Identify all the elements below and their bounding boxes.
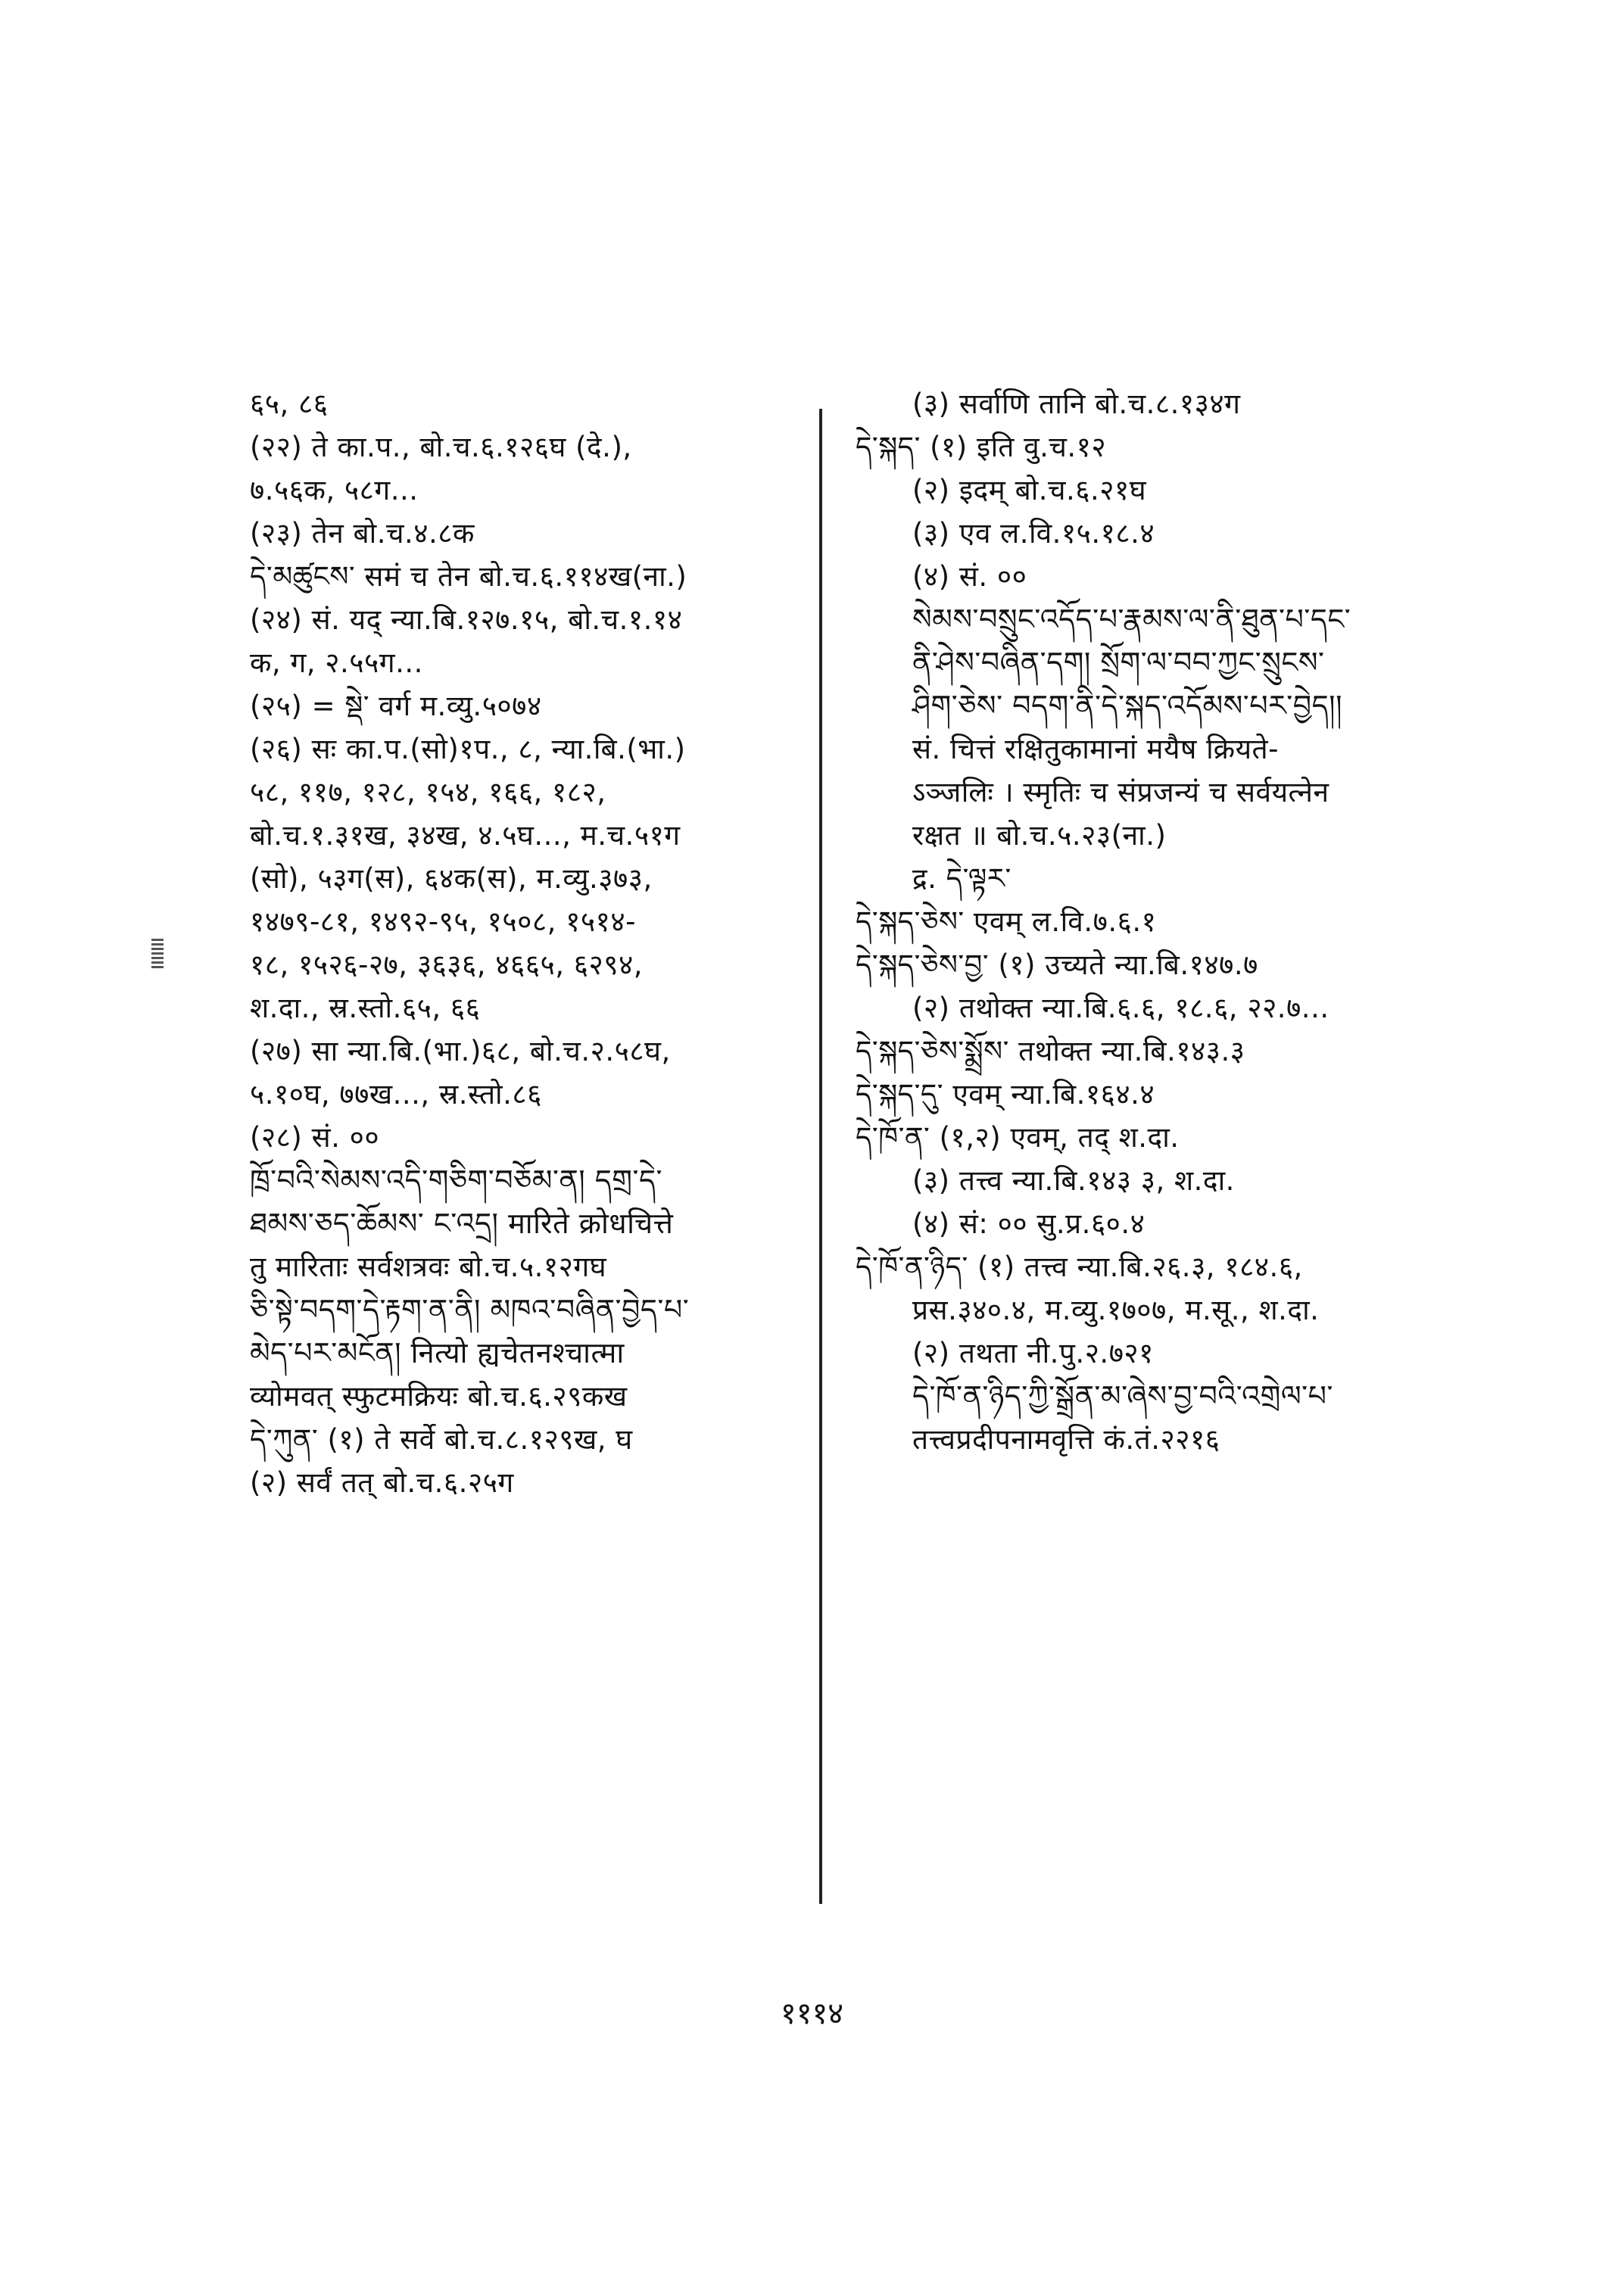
tibetan-quotation-line: དེ་ཁོ་ན་ཉིད་ཀྱི་སྒྲོན་མ་ཞེས་བྱ་བའི་འགྲེལ་པ་: [912, 1379, 1333, 1413]
left-column: [250, 382, 803, 1504]
entry-continuation-line: ७.५६क, ५८ग...: [250, 474, 419, 506]
entry-sense-line: (२) इदम् बो.च.६.२१घ: [912, 474, 1147, 506]
tibetan-quotation-line: ཐམས་ཅད་ཆོམས་ ང་འདྲ། मारिते क्रोधचित्ते: [250, 1207, 674, 1240]
entry-sense-line: (४) सं: ०० सु.प्र.६०.४: [912, 1207, 1146, 1240]
column-divider: [819, 409, 822, 1904]
page-number: १११४: [780, 1996, 844, 2031]
entry-sense-line: द्र. དེ་ལྟར་: [912, 862, 1011, 895]
entry-continuation-line: तत्त्वप्रदीपनामवृत्ति कं.तं.२२१६: [912, 1423, 1220, 1456]
entry-sense-line: (२२) ते का.प., बो.च.६.१२६घ (दे.),: [250, 431, 632, 463]
entry-continuation-line: ऽञ्जलिः । स्मृतिः च संप्रजन्यं च सर्वयत्नेन: [912, 776, 1329, 808]
tibetan-quotation-line: ནི་ཤེས་བཞིན་དག། སྲོག་ལ་བབ་ཀྱང་སྲུངས་: [912, 646, 1325, 679]
entry-continuation-line: प्रस.३४०.४, म.व्यु.१७०७, म.सू., श.दा.: [912, 1294, 1320, 1326]
right-column: [856, 382, 1378, 1461]
entry-headword-line: དེ་སྐད་དུ་ एवम् न्या.बि.१६४.४: [856, 1078, 1155, 1111]
entry-continuation-line: रक्षत ॥ बो.च.५.२३(ना.): [912, 819, 1167, 852]
entry-headword-line: དེ་སྐད་ཅེས་བྱ་ (१) उच्यते न्या.बि.१४७.७: [856, 949, 1258, 981]
entry-sense-line: (२३) तेन बो.च.४.८क: [250, 517, 475, 550]
entry-sense-line: (२५) = སྡེ་ वर्ग म.व्यु.५०७४: [250, 690, 542, 722]
tibetan-quotation-line: ཁྲོ་བའི་སེམས་འདི་གཅིག་བཅོམ་ན། དགྲ་དེ་: [250, 1164, 663, 1197]
entry-sense-line: (३) सर्वाणि तानि बो.च.८.१३४ग: [912, 388, 1241, 420]
entry-continuation-line: क, ग, २.५५ग...: [250, 646, 423, 679]
entry-sense-line: (३) एव ल.वि.१५.१८.४: [912, 517, 1155, 550]
entry-sense-line: (४) सं. ००: [912, 560, 1027, 593]
tibetan-quotation-line: མེད་པར་མངོན། नित्यो ह्यचेतनश्चात्मा: [250, 1336, 625, 1369]
entry-sense-line: (२७) सा न्या.बि.(भा.)६८, बो.च.२.५८घ,: [250, 1035, 671, 1067]
entry-continuation-line: तु मारिताः सर्वशत्रवः बो.च.५.१२गघ: [250, 1251, 607, 1283]
tibetan-quotation-line: ཤིག་ཅེས་ བདག་ནི་དེ་སྐད་འདོམས་པར་བྱེད།།: [912, 689, 1343, 722]
entry-continuation-line: १८, १५२६-२७, ३६३६, ४६६५, ६२९४,: [250, 949, 644, 981]
entry-sense-line: (३) तत्त्व न्या.बि.१४३ ३, श.दा.: [912, 1164, 1235, 1197]
entry-headword-line: དེ་མཚུངས་ समं च तेन बो.च.६.११४ख(ना.): [250, 560, 687, 593]
entry-continuation-line: ५८, ११७, १२८, १५४, १६६, १८२,: [250, 776, 606, 808]
entry-sense-line: (२) सर्वं तत् बो.च.६.२५ग: [250, 1466, 514, 1499]
entry-sense-line: (२) तथता नी.पु.२.७२१: [912, 1337, 1154, 1369]
entry-sense-line: (२) तथोक्त न्या.बि.६.६, १८.६, २२.७...: [912, 992, 1329, 1024]
tibetan-quotation-line: ཅི་སྟེ་བདག་དེ་རྟག་ན་ནི། མཁའ་བཞིན་བྱེད་པ་: [250, 1293, 690, 1326]
entry-headword-line: དེ་སྐད་ཅེས་སྨྲོས་ तथोक्त न्या.बि.१४३.३: [856, 1035, 1245, 1067]
entry-continuation-line: श.दा., स्र.स्तो.६५, ६६: [250, 992, 481, 1024]
entry-continuation-line: व्योमवत् स्फुटमक्रियः बो.च.६.२९कख: [250, 1380, 628, 1413]
entry-headword-line: དེ་ཀུན་ (१) ते सर्वे बो.च.८.१२९ख, घ: [250, 1423, 633, 1456]
entry-sense-line: (२६) सः का.प.(सो)१प., ८, न्या.बि.(भा.): [250, 733, 686, 765]
entry-continuation-line: सं. चित्तं रक्षितुकामानां मयैष क्रियते-: [912, 733, 1279, 765]
entry-headword-line: དེ་ཁོ་ན་ (१,२) एवम्, तद् श.दा.: [856, 1121, 1180, 1154]
entry-continuation-line: ५.१०घ, ७७ख..., स्र.स्तो.८६: [250, 1078, 542, 1111]
entry-headword-line: དེ་སྐད་ཅེས་ एवम् ल.वि.७.६.१: [856, 905, 1157, 938]
entry-continuation-line: (सो), ५३ग(स), ६४क(स), म.व्यु.३७३,: [250, 862, 653, 895]
margin-mark: [151, 939, 164, 970]
entry-continuation-line: ६५, ८६: [250, 388, 329, 420]
entry-continuation-line: १४७९-८१, १४९२-९५, १५०८, १५१४-: [250, 905, 636, 938]
entry-headword-line: དེ་སྐད་ (१) इति वु.च.१२: [856, 431, 1107, 463]
entry-sense-line: (२८) सं. ००: [250, 1121, 380, 1154]
entry-sense-line: (२४) सं. यद् न्या.बि.१२७.१५, बो.च.१.१४: [250, 603, 683, 636]
entry-continuation-line: बो.च.१.३१ख, ३४ख, ४.५घ..., म.च.५१ग: [250, 819, 681, 852]
tibetan-quotation-line: སེམས་བསྲུང་འདོད་པ་རྣམས་ལ་ནི་ཐུན་པ་དང་: [912, 603, 1351, 636]
entry-headword-line: དེ་ཁོ་ན་ཉིད་ (१) तत्त्व न्या.बि.२६.३, १८४.६,: [856, 1251, 1303, 1283]
